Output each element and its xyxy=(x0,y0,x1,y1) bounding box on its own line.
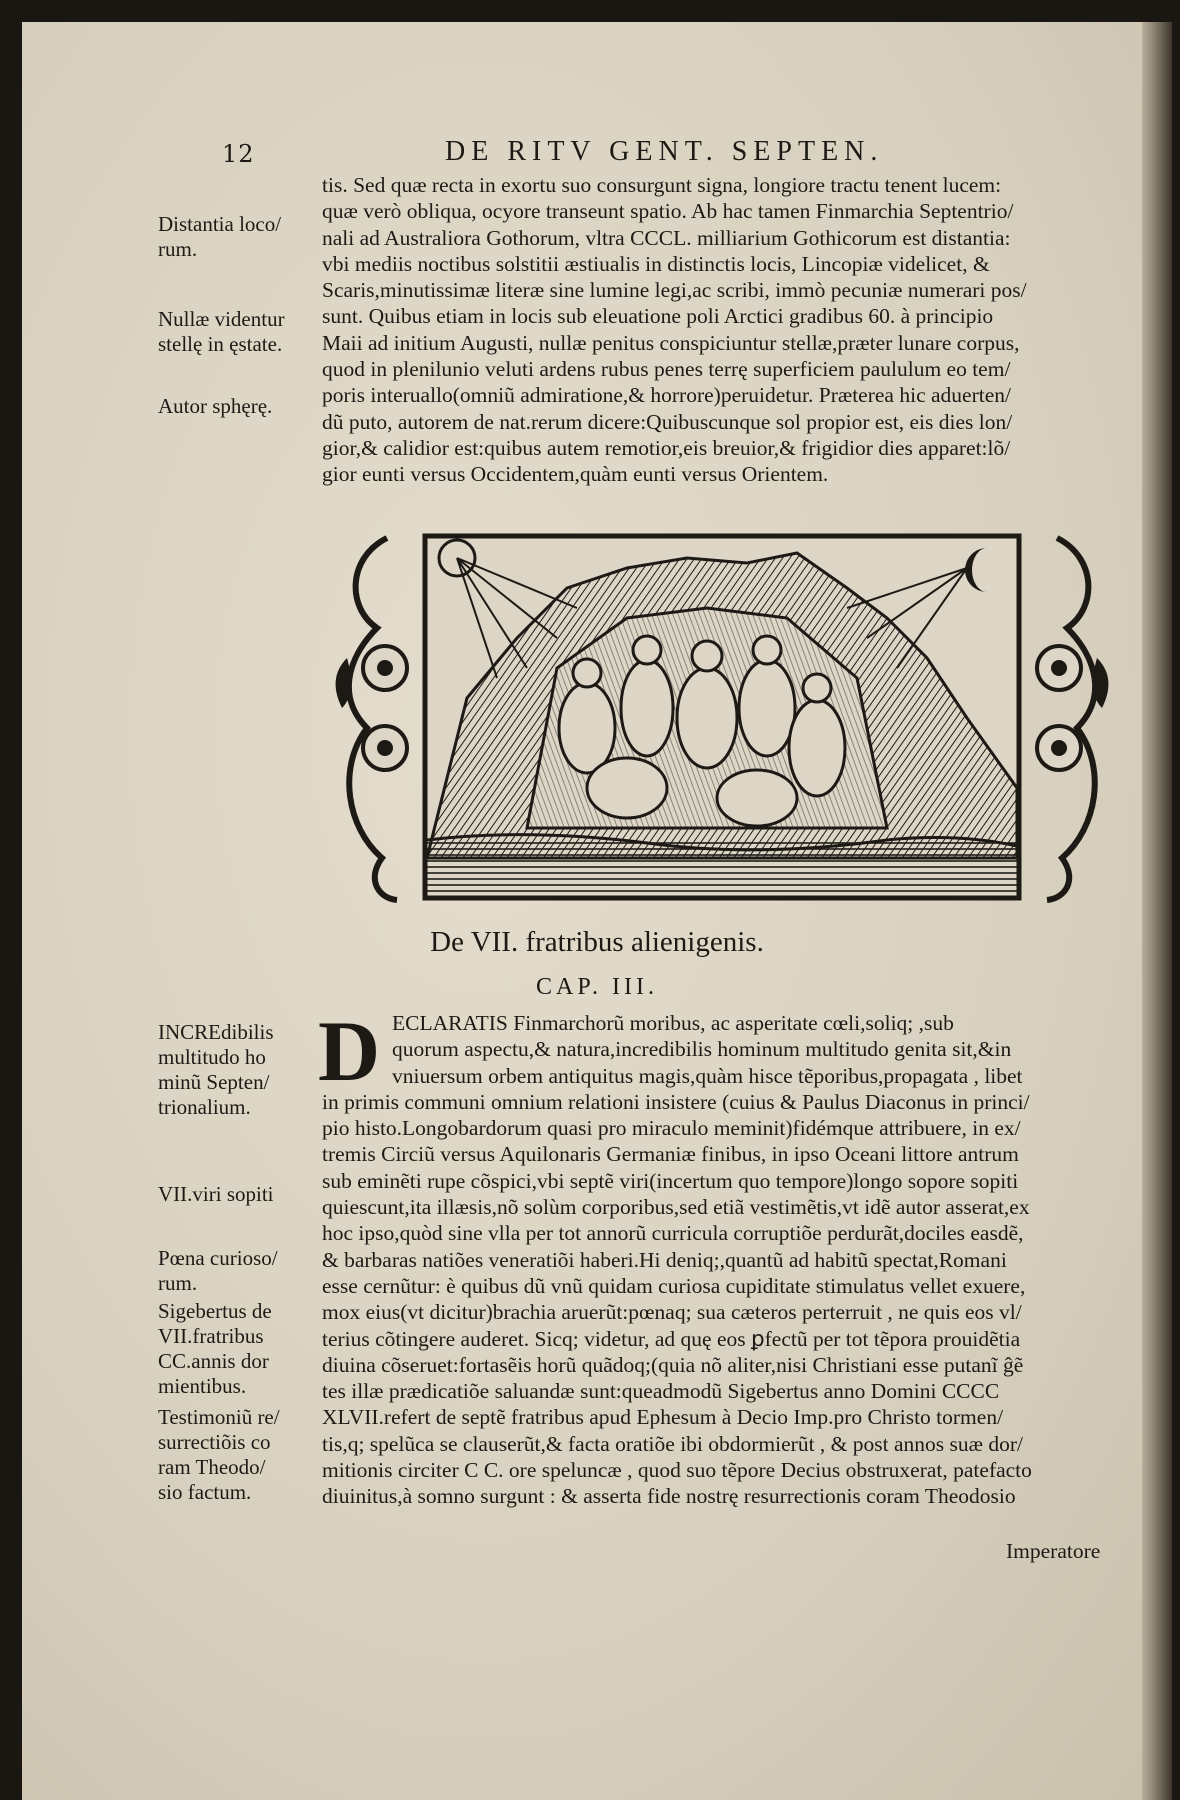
chapter-number: CAP. III. xyxy=(535,974,658,1000)
body-text-chapter-indented xyxy=(392,1010,1122,1089)
margin-note-stellae xyxy=(158,307,313,357)
margin-note-sigebertus xyxy=(158,1299,313,1399)
margin-line: trionalium. xyxy=(158,1095,251,1119)
margin-line: rum. xyxy=(158,237,198,261)
margin-line: ram Theodo/ xyxy=(158,1455,266,1479)
text-line: gior eunti versus Occidentem,quàm eunti versus Orientem. xyxy=(322,462,829,487)
margin-note-autor xyxy=(158,394,313,419)
text-line: tis,q; spelũca se clauserũt,& facta oratiõe ibi obdormierũt , & post annos suæ dor/ xyxy=(322,1431,1023,1456)
left-ornament xyxy=(336,538,407,900)
margin-note-poena xyxy=(158,1246,313,1296)
text-line: & barbaras natiões veneratiõi haberi.Hi deniq;,quantũ ad habitũ spectat,Romani xyxy=(322,1247,1007,1272)
margin-line: Distantia loco/ xyxy=(158,212,282,236)
drop-cap: D xyxy=(318,1003,381,1099)
margin-line: VII.fratribus xyxy=(158,1324,264,1348)
text-line: vbi mediis noctibus solstitii æstiualis in distinctis locis, Lincopiæ videlicet, & xyxy=(322,251,990,276)
margin-note-testimonium xyxy=(158,1405,313,1505)
margin-line: surrectiõis co xyxy=(158,1430,271,1454)
text-line: mitionis circiter C C. ore speluncæ , quod suo tẽpore Decius obstruxerat, patefacto xyxy=(322,1458,1032,1483)
text-line: tes illæ prædicatiõe saluandæ sunt:queadmodũ Sigebertus anno Domini CCCC xyxy=(322,1379,1000,1404)
margin-line: Pœna curioso/ xyxy=(158,1246,278,1270)
margin-note-sopiti xyxy=(158,1182,313,1207)
margin-line: rum. xyxy=(158,1271,198,1295)
text-line: poris interuallo(omniũ admiratione,& horrore)peruidetur. Præterea hic aduerten/ xyxy=(322,383,1011,408)
margin-line: INCREdibilis xyxy=(158,1020,274,1044)
margin-line: Testimoniũ re/ xyxy=(158,1405,280,1429)
text-line: sub eminẽti rupe cõspici,vbi septẽ viri(incertum quo tempore)longo sopore sopiti xyxy=(322,1168,1019,1193)
text-line: esse cernũtur: è quibus dũ vnũ quidam curiosa cupiditate stimulatus vellet exuere, xyxy=(322,1273,1026,1298)
body-text-chapter xyxy=(322,1089,1122,1510)
text-line: diuina cõseruet:fortasẽis horũ quãdoq;(quia nõ aliter,nisi Christiani esse putanĩ ĝẽ xyxy=(322,1352,1024,1377)
margin-line: minũ Septen/ xyxy=(158,1070,270,1094)
margin-line: Autor sphęrę. xyxy=(158,394,273,418)
text-line: terius cõtingere auderet. Sicq; videtur, ad quę eos ꝑfectũ per tot tẽpora prouidẽtia xyxy=(322,1326,1021,1351)
page-header xyxy=(22,116,1172,166)
text-line: tis. Sed quæ recta in exortu suo consurgunt signa, longiore tractu tenent lucem: xyxy=(322,173,1002,197)
text-line: quæ verò obliqua, ocyore transeunt spatio. Ab hac tamen Finmarchia Septentrio/ xyxy=(322,199,1014,224)
text-line: pio histo.Longobardorum quasi pro miraculo meminit)fidémque attribuere, in ex/ xyxy=(322,1116,1021,1141)
right-ornament xyxy=(1037,538,1108,900)
text-line: tremis Circiũ versus Aquilonaris Germaniæ finibus, in ipso Oceani littore antrum xyxy=(322,1142,1019,1167)
text-line: in primis communi omnium relationi insistere (cuius & Paulus Diaconus in princi/ xyxy=(322,1089,1030,1114)
margin-line: CC.annis dor xyxy=(158,1349,269,1373)
text-line: mox eius(vt dicitur)brachia aruerũt:pœnaq; sua cæteros perterruit , ne quis eos vl/ xyxy=(322,1300,1022,1325)
margin-line: mientibus. xyxy=(158,1374,247,1398)
margin-line: sio factum. xyxy=(158,1480,252,1504)
text-line: sunt. Quibus etiam in locis sub eleuatione poli Arctici gradibus 60. à principio xyxy=(322,304,994,329)
text-line: diuinitus,à somno surgunt : & asserta fide nostrę resurrectionis coram Theodosio xyxy=(322,1484,1016,1509)
margin-line: multitudo ho xyxy=(158,1045,266,1069)
text-line: quod in plenilunio veluti ardens rubus penes terrę superficiem paululum eo tem/ xyxy=(322,357,1011,382)
book-page xyxy=(22,22,1172,1800)
woodcut-illustration xyxy=(327,528,1117,906)
margin-line: stellę in ęstate. xyxy=(158,332,283,356)
body-text-top xyxy=(322,172,1122,488)
text-line: XLVII.refert de septẽ fratribus apud Ephesum à Decio Imp.pro Christo tormen/ xyxy=(322,1405,1004,1430)
text-line: quiescunt,ita illæsis,nõ solùm corporibus,sed etiã vestimẽtis,vt idẽ autor asserat,ex xyxy=(322,1195,1030,1220)
margin-line: Sigebertus de xyxy=(158,1299,272,1323)
margin-note-incredibilis xyxy=(158,1020,313,1120)
text-line: quorum aspectu,& natura,incredibilis hominum multitudo genita sit,&in xyxy=(392,1037,1012,1062)
text-line: ECLARATIS Finmarchorũ moribus, ac asperitate cœli,soliq; ,sub xyxy=(392,1011,954,1035)
text-line: Maii ad initium Augusti, nullæ penitus conspiciuntur stellæ,præter lunare corpus, xyxy=(322,330,1020,355)
text-line: dũ puto, autorem de nat.rerum dicere:Quibuscunque sol propior est, eis dies lon/ xyxy=(322,409,1013,434)
page-number: 12 xyxy=(222,140,255,168)
text-line: hoc ipso,quòd sine vlla per tot annorũ curricula corruptiõe perdurãt,dociles easdẽ, xyxy=(322,1221,1024,1246)
text-line: Scaris,minutissimæ literæ sine lumine legi,ac scribi, immò pecuniæ numerari pos/ xyxy=(322,278,1027,303)
book-spine-edge xyxy=(1142,22,1172,1800)
text-line: gior,& calidior est:quibus autem remotior,eis breuior,& frigidior dies apparet:lõ/ xyxy=(322,435,1011,460)
running-head: DE RITV GENT. SEPTEN. xyxy=(445,136,884,167)
catchword: Imperatore xyxy=(1006,1539,1101,1563)
margin-line: Nullæ videntur xyxy=(158,307,285,331)
text-line: nali ad Australiora Gothorum, vltra CCCL. milliarium Gothicorum est distantia: xyxy=(322,225,1011,250)
margin-note-distantia xyxy=(158,212,313,262)
text-line: vniuersum orbem antiquitus magis,quàm hisce tẽporibus,propagata , libet xyxy=(392,1063,1023,1088)
chapter-title: De VII. fratribus alienigenis. xyxy=(430,926,764,958)
margin-line: VII.viri sopiti xyxy=(158,1182,274,1206)
